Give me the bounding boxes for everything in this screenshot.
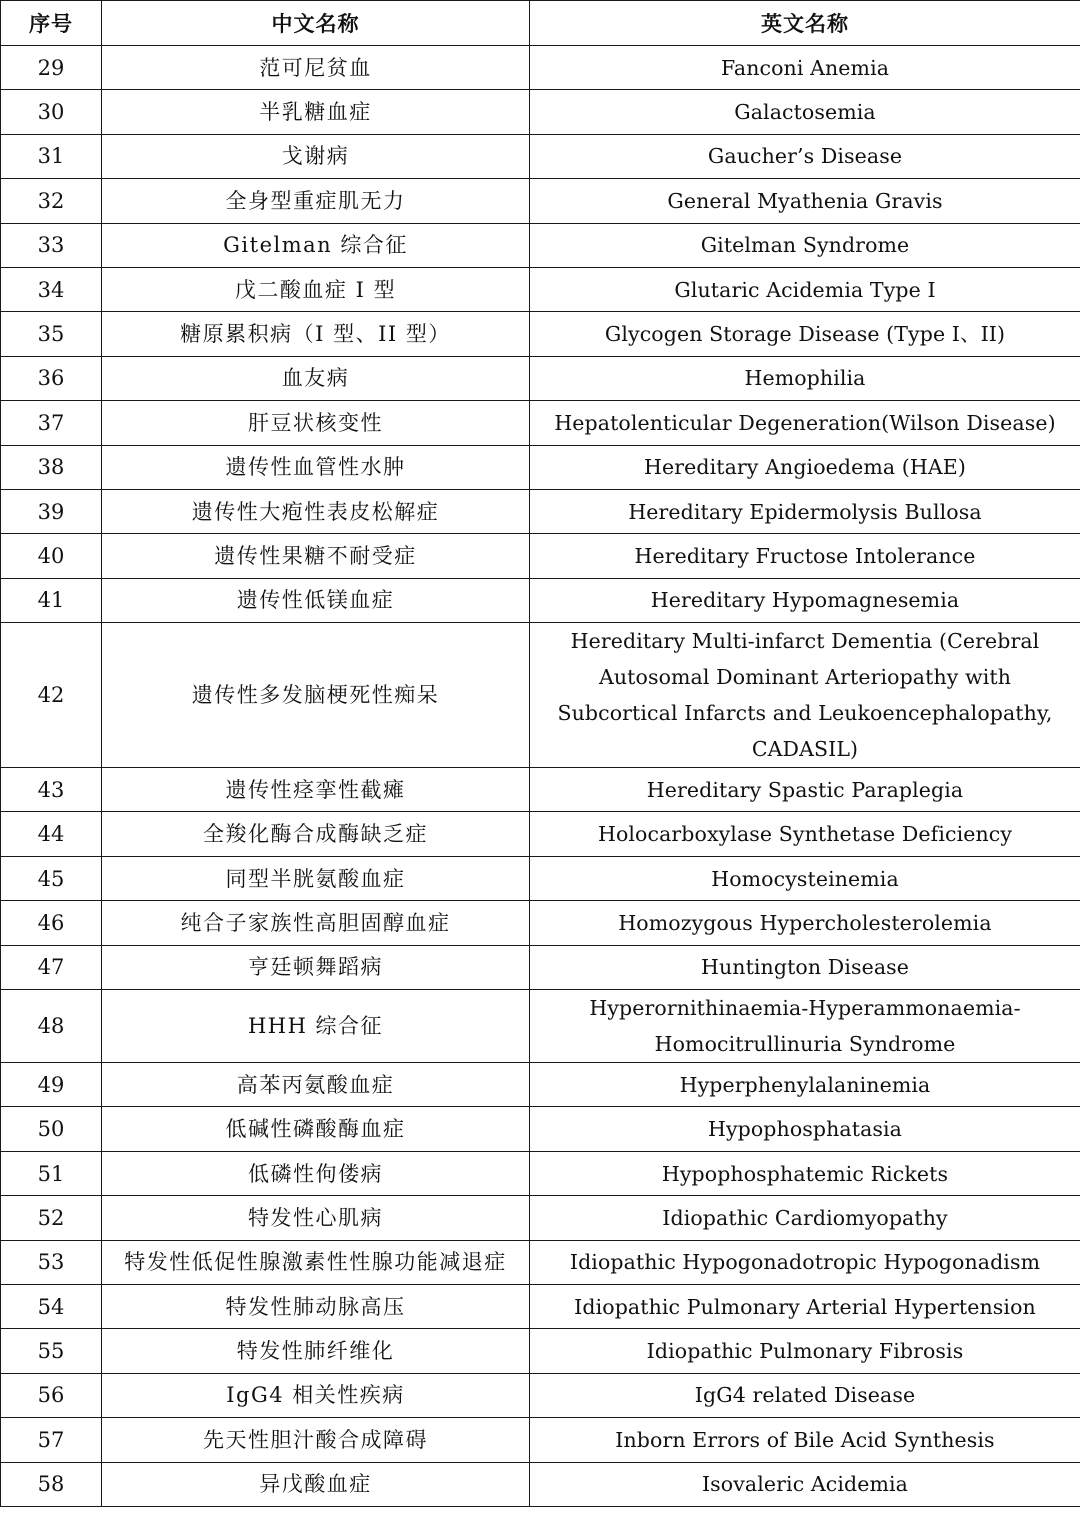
row-number: 39 xyxy=(1,489,102,533)
chinese-name-cell: 低磷性佝偻病 xyxy=(102,1151,530,1195)
table-row xyxy=(1,1151,1080,1195)
table-row xyxy=(1,489,1080,533)
english-name-cell: Hyperornithinaemia-Hyperammonaemia-Homocitrullinuria Syndrome xyxy=(530,990,1080,1063)
chinese-name-cell: Gitelman 综合征 xyxy=(102,223,530,267)
chinese-name-cell: 血友病 xyxy=(102,356,530,400)
english-name-cell: Huntington Disease xyxy=(530,945,1080,989)
english-name-cell: Hereditary Epidermolysis Bullosa xyxy=(530,489,1080,533)
row-number: 44 xyxy=(1,812,102,856)
table-row xyxy=(1,945,1080,989)
row-number: 33 xyxy=(1,223,102,267)
table-row xyxy=(1,768,1080,812)
chinese-name-cell: IgG4 相关性疾病 xyxy=(102,1373,530,1417)
row-number: 53 xyxy=(1,1240,102,1284)
english-name-cell: Hereditary Spastic Paraplegia xyxy=(530,768,1080,812)
row-number: 48 xyxy=(1,990,102,1063)
table-row xyxy=(1,856,1080,900)
english-name-cell: Galactosemia xyxy=(530,90,1080,134)
english-name-cell: Isovaleric Acidemia xyxy=(530,1462,1080,1506)
chinese-name-cell: 戈谢病 xyxy=(102,134,530,178)
table-row xyxy=(1,445,1080,489)
table-row xyxy=(1,90,1080,134)
table-row xyxy=(1,1462,1080,1506)
chinese-name-cell: 全羧化酶合成酶缺乏症 xyxy=(102,812,530,856)
english-name-cell: Holocarboxylase Synthetase Deficiency xyxy=(530,812,1080,856)
english-name-cell: Idiopathic Pulmonary Arterial Hypertension xyxy=(530,1284,1080,1328)
english-name-cell: General Myathenia Gravis xyxy=(530,179,1080,223)
row-number: 58 xyxy=(1,1462,102,1506)
row-number: 32 xyxy=(1,179,102,223)
table-row xyxy=(1,534,1080,578)
table-row xyxy=(1,267,1080,311)
row-number: 54 xyxy=(1,1284,102,1328)
english-name-cell: Hypophosphatemic Rickets xyxy=(530,1151,1080,1195)
table-row xyxy=(1,990,1080,1063)
table-body xyxy=(1,46,1080,1507)
table-row xyxy=(1,312,1080,356)
english-name-cell: Gaucher’s Disease xyxy=(530,134,1080,178)
row-number: 52 xyxy=(1,1196,102,1240)
row-number: 29 xyxy=(1,46,102,90)
table-row xyxy=(1,578,1080,622)
english-name-cell: Glutaric Acidemia Type I xyxy=(530,267,1080,311)
english-name-cell: Idiopathic Hypogonadotropic Hypogonadism xyxy=(530,1240,1080,1284)
row-number: 56 xyxy=(1,1373,102,1417)
chinese-name-cell: 遗传性痉挛性截瘫 xyxy=(102,768,530,812)
english-name-cell: Hereditary Multi-infarct Dementia (Cerebral Autosomal Dominant Arteriopathy with Subcortical Infarcts and Leukoencephalopathy, CADASIL) xyxy=(530,623,1080,768)
row-number: 40 xyxy=(1,534,102,578)
table-row xyxy=(1,1329,1080,1373)
english-name-cell: Homozygous Hypercholesterolemia xyxy=(530,901,1080,945)
table-row xyxy=(1,1284,1080,1328)
chinese-name-cell: 范可尼贫血 xyxy=(102,46,530,90)
chinese-name-cell: 纯合子家族性高胆固醇血症 xyxy=(102,901,530,945)
chinese-name-cell: 特发性肺动脉高压 xyxy=(102,1284,530,1328)
table-row xyxy=(1,1373,1080,1417)
chinese-name-cell: 遗传性血管性水肿 xyxy=(102,445,530,489)
english-name-cell: Glycogen Storage Disease (Type I、II) xyxy=(530,312,1080,356)
row-number: 36 xyxy=(1,356,102,400)
row-number: 30 xyxy=(1,90,102,134)
row-number: 50 xyxy=(1,1107,102,1151)
table-row xyxy=(1,1240,1080,1284)
table-row xyxy=(1,1107,1080,1151)
english-name-cell: IgG4 related Disease xyxy=(530,1373,1080,1417)
chinese-name-cell: 戊二酸血症 I 型 xyxy=(102,267,530,311)
table-row xyxy=(1,1418,1080,1462)
chinese-name-cell: 遗传性低镁血症 xyxy=(102,578,530,622)
chinese-name-cell: 特发性心肌病 xyxy=(102,1196,530,1240)
header-english-name: 英文名称 xyxy=(530,1,1080,46)
english-name-cell: Hereditary Angioedema (HAE) xyxy=(530,445,1080,489)
row-number: 34 xyxy=(1,267,102,311)
chinese-name-cell: 糖原累积病（I 型、II 型） xyxy=(102,312,530,356)
chinese-name-cell: 异戊酸血症 xyxy=(102,1462,530,1506)
table-row xyxy=(1,812,1080,856)
table-row xyxy=(1,134,1080,178)
row-number: 45 xyxy=(1,856,102,900)
english-name-cell: Homocysteinemia xyxy=(530,856,1080,900)
english-name-cell: Hereditary Fructose Intolerance xyxy=(530,534,1080,578)
row-number: 42 xyxy=(1,623,102,768)
header-row xyxy=(1,1,1080,46)
chinese-name-cell: 遗传性大疱性表皮松解症 xyxy=(102,489,530,533)
table-row xyxy=(1,179,1080,223)
row-number: 37 xyxy=(1,401,102,445)
header-number: 序号 xyxy=(1,1,102,46)
table-row xyxy=(1,1063,1080,1107)
header-chinese-name: 中文名称 xyxy=(102,1,530,46)
table-row xyxy=(1,46,1080,90)
row-number: 31 xyxy=(1,134,102,178)
chinese-name-cell: 先天性胆汁酸合成障碍 xyxy=(102,1418,530,1462)
table-row xyxy=(1,901,1080,945)
chinese-name-cell: 特发性低促性腺激素性性腺功能减退症 xyxy=(102,1240,530,1284)
english-name-cell: Idiopathic Pulmonary Fibrosis xyxy=(530,1329,1080,1373)
chinese-name-cell: 半乳糖血症 xyxy=(102,90,530,134)
row-number: 35 xyxy=(1,312,102,356)
table-header xyxy=(1,1,1080,46)
table-row xyxy=(1,356,1080,400)
chinese-name-cell: 高苯丙氨酸血症 xyxy=(102,1063,530,1107)
table-row xyxy=(1,401,1080,445)
english-name-cell: Hyperphenylalaninemia xyxy=(530,1063,1080,1107)
chinese-name-cell: HHH 综合征 xyxy=(102,990,530,1063)
row-number: 57 xyxy=(1,1418,102,1462)
table-row xyxy=(1,623,1080,768)
row-number: 38 xyxy=(1,445,102,489)
english-name-cell: Fanconi Anemia xyxy=(530,46,1080,90)
english-name-cell: Gitelman Syndrome xyxy=(530,223,1080,267)
english-name-cell: Hemophilia xyxy=(530,356,1080,400)
english-name-cell: Hepatolenticular Degeneration(Wilson Disease) xyxy=(530,401,1080,445)
table-row xyxy=(1,223,1080,267)
row-number: 47 xyxy=(1,945,102,989)
english-name-cell: Idiopathic Cardiomyopathy xyxy=(530,1196,1080,1240)
row-number: 55 xyxy=(1,1329,102,1373)
row-number: 51 xyxy=(1,1151,102,1195)
row-number: 46 xyxy=(1,901,102,945)
row-number: 49 xyxy=(1,1063,102,1107)
english-name-cell: Hereditary Hypomagnesemia xyxy=(530,578,1080,622)
chinese-name-cell: 遗传性果糖不耐受症 xyxy=(102,534,530,578)
row-number: 41 xyxy=(1,578,102,622)
chinese-name-cell: 特发性肺纤维化 xyxy=(102,1329,530,1373)
chinese-name-cell: 亨廷顿舞蹈病 xyxy=(102,945,530,989)
chinese-name-cell: 遗传性多发脑梗死性痴呆 xyxy=(102,623,530,768)
row-number: 43 xyxy=(1,768,102,812)
chinese-name-cell: 低碱性磷酸酶血症 xyxy=(102,1107,530,1151)
english-name-cell: Inborn Errors of Bile Acid Synthesis xyxy=(530,1418,1080,1462)
chinese-name-cell: 肝豆状核变性 xyxy=(102,401,530,445)
chinese-name-cell: 同型半胱氨酸血症 xyxy=(102,856,530,900)
english-name-cell: Hypophosphatasia xyxy=(530,1107,1080,1151)
chinese-name-cell: 全身型重症肌无力 xyxy=(102,179,530,223)
table-row xyxy=(1,1196,1080,1240)
